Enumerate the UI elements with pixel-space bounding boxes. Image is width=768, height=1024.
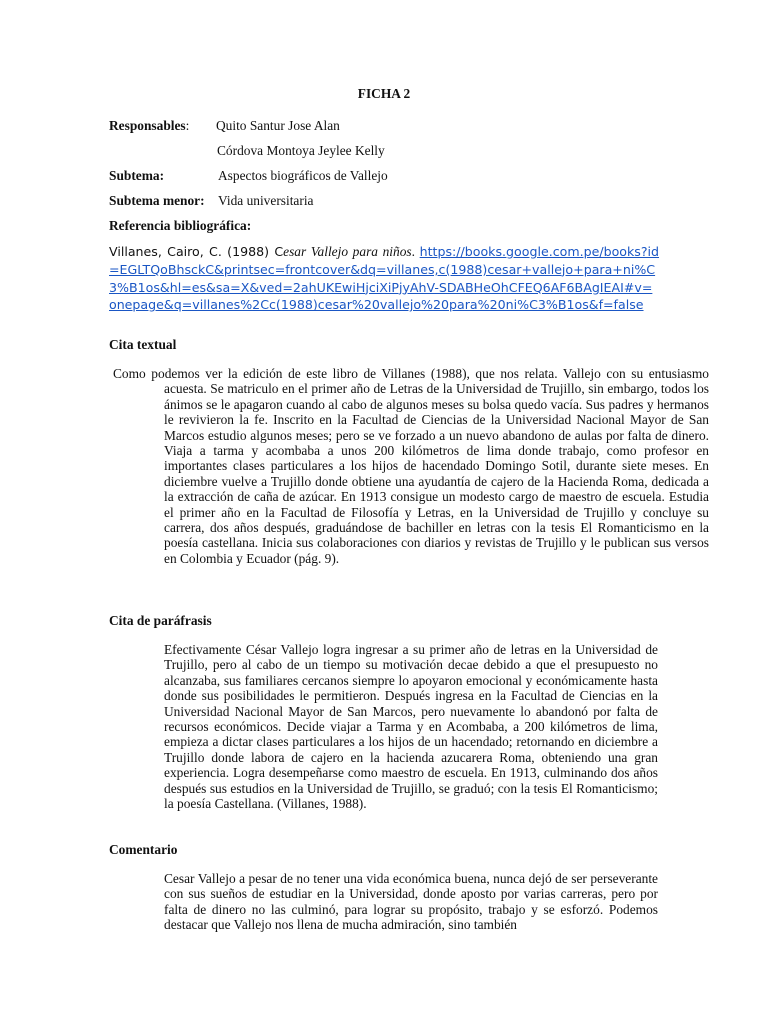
ref-book-title: esar Vallejo para niños xyxy=(283,244,412,259)
subtema-value: Aspectos biográficos de Vallejo xyxy=(218,168,388,183)
responsables-label xyxy=(109,118,189,134)
document-title: FICHA 2 xyxy=(357,86,411,101)
cita-parafrasis-text: Efectivamente César Vallejo logra ingresar a su primer año de letras en la Universidad de Trujillo, pero al cabo de un tiempo su motivación decae debido a que el presupuesto no alcanzaba, sus familiares cercanos siempre lo apoyaron emocional y económicamente hasta donde sus posibilidades le permitieron. Después ingresa en la Facultad de Ciencias en la Universidad Nacional Mayor de San Marcos, pero nuevamente lo abandonó por falta de recursos económicos. Decide viajar a Tarma y en Acombaba, a 200 kilómetros de lima, empieza a dictar clases particulares a los hijos de un hacendado; retornando en diciembre a Trujillo donde labora de cajero en la hacienda azucarera Roma, obteniendo una gran experiencia. Logra desempeñarse como maestro de escuela. En 1913, culminando dos años después sus estudios en la Universidad de Trujillo, se graduó; con la tesis El Romanticismo; la poesía Castellana. (Villanes, 1988). xyxy=(164,642,658,812)
responsable-1: Quito Santur Jose Alan xyxy=(216,118,340,133)
referencia-label: Referencia bibliográfica: xyxy=(109,218,252,233)
subtema-menor-label: Subtema menor: xyxy=(109,193,205,208)
cita-textual-text: Como podemos ver la edición de este libro de Villanes (1988), que nos relata. Vallejo con su entusiasmo acuesta. Se matriculo en el primer año de Letras de la Universidad de Trujillo, sin embargo, todos los ánimos se le apagaron cuando al cabo de algunos meses su bolsa quedo vacía. Sus padres y hermanos le revivieron la fe. Inscrito en la Facultad de Ciencias de la Universidad Nacional Mayor de San Marcos estudio algunos meses; pero se ve forzado a un nuevo abandono de aulas por falta de dinero. Viaja a tarma y acombaba a unos 200 kilómetros de lima donde trabajo, como profesor en importantes clases particulares a los hijos de hacendado Domingo Sotil, durante siete meses. En diciembre vuelve a Trujillo donde obtiene una ayudantía de cajero de la Hacienda Roma, dedicada a la extracción de caña de azúcar. En 1913 consigue un modesto cargo de maestro de escuela. Estudia el primer año en la Facultad de Filosofía y Letras, en la Universidad de Trujillo y concluye su carrera, dos años después, graduándose de bachiller en letras con la tesis El Romanticismo en la poesía castellana. Inicia sus colaboraciones con diarios y revistas de Trujillo y le publican sus versos en Colombia y Ecuador (pág. 9). xyxy=(113,366,709,566)
responsable-2: Córdova Montoya Jeylee Kelly xyxy=(217,143,385,158)
responsables-label-text: Responsables xyxy=(109,118,186,133)
bibliographic-reference xyxy=(109,243,659,314)
responsables-colon: : xyxy=(185,118,190,133)
comentario-text: Cesar Vallejo a pesar de no tener una vida económica buena, nunca dejó de ser perseverante con sus sueños de estudiar en la Universidad, donde aposto por varias carreras, pero por falta de dinero no las culminó, para lograr su propósito, trabajo y se esforzó. Podemos destacar que Vallejo nos llena de mucha admiración, sino también xyxy=(164,871,658,933)
ref-period: . xyxy=(411,244,420,259)
cita-parafrasis-label: Cita de paráfrasis xyxy=(109,613,212,628)
ref-url-link[interactable]: https://books.google.com.pe/books?id=EGLTQoBhsckC&printsec=frontcover&dq=villanes,c(1988)cesar+vallejo+para+ni%C3%B1os&hl=es&sa=X&ved=2ahUKEwiHjciXiPjyAhV-SDABHeOhCFEQ6AF6BAgIEAI#v=onepage&q=villanes%2Cc(1988)cesar%20vallejo%20para%20ni%C3%B1os&f=false xyxy=(109,244,660,313)
subtema-menor-value: Vida universitaria xyxy=(218,193,314,208)
ref-author: Villanes, Cairo, C. (1988) C xyxy=(109,244,284,259)
cita-textual-label: Cita textual xyxy=(109,337,177,352)
comentario-label: Comentario xyxy=(109,842,178,857)
subtema-label: Subtema: xyxy=(109,168,165,183)
